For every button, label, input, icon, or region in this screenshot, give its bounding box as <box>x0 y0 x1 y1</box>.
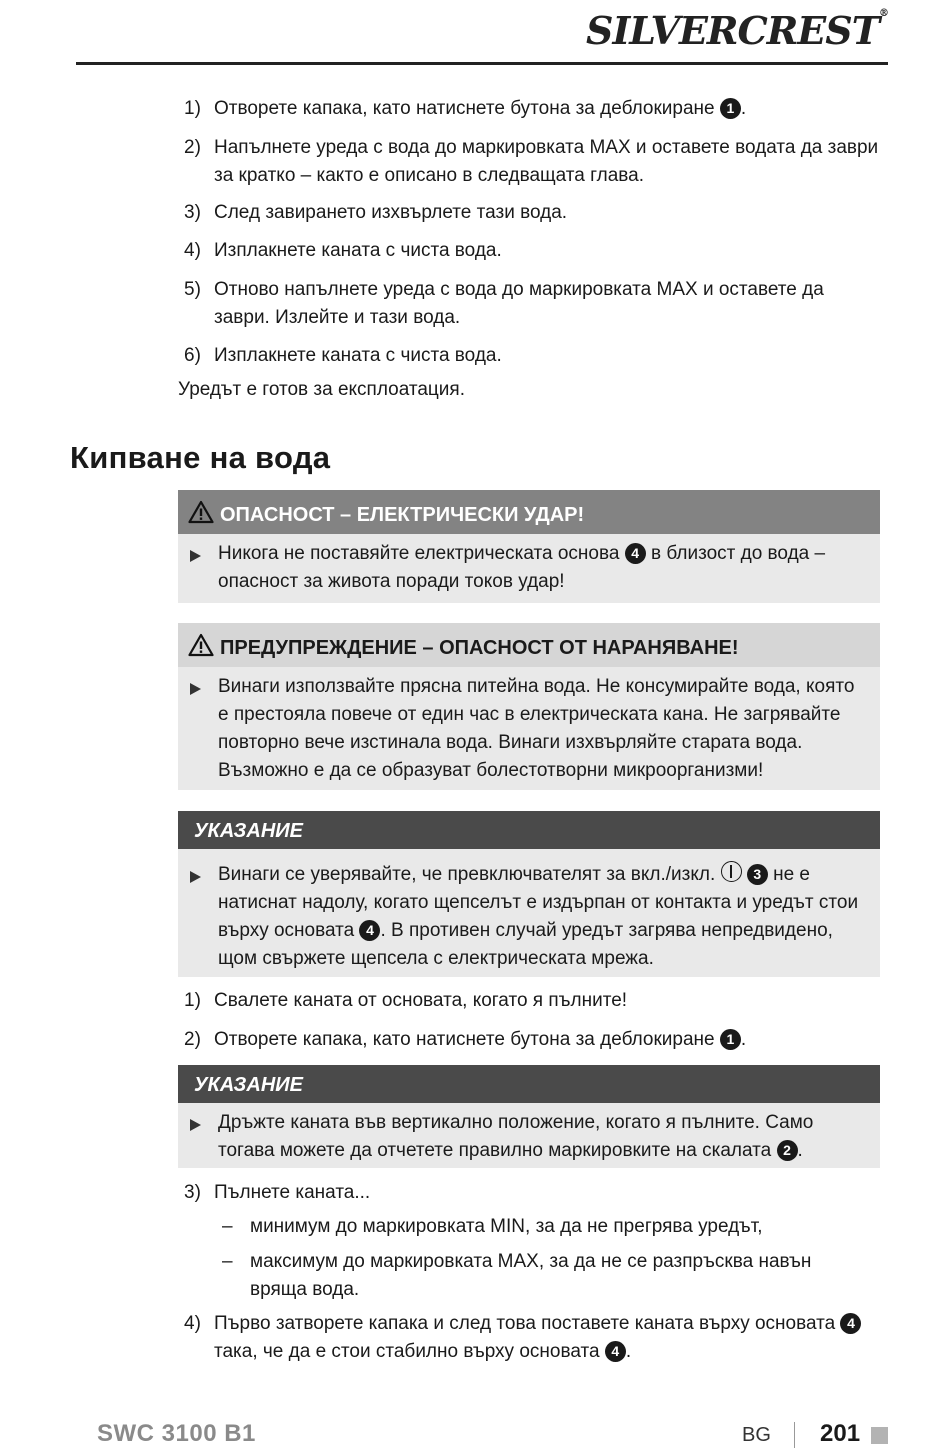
fill-step-2: 2) Отворете капака, като натиснете бутона за деблокиране 1 . <box>184 1029 747 1050</box>
intro-step-5: 5) Отново напълнете уреда с вода до маркировката MAX и оставете да заври. Излейте и тази вода. <box>184 279 824 328</box>
brand-logo: SILVERCREST® <box>586 8 888 53</box>
number-badge-icon: 4 <box>605 1341 626 1362</box>
footer-language: BG <box>742 1424 771 1446</box>
footer-square-icon <box>871 1427 888 1444</box>
note-bullet-2: Дръжте каната във вертикално положение, когато я пълните. Само тогава можете да отчетете правилно маркировките на скалата 2 . <box>178 1103 880 1171</box>
intro-step-2: 2) Напълнете уреда с вода до маркировката MAX и оставете водата да заври за кратко – както е описано в следващата глава. <box>184 137 879 186</box>
power-switch-icon <box>721 861 742 882</box>
number-badge-icon: 4 <box>625 543 646 564</box>
note-header-2: УКАЗАНИЕ <box>178 1065 880 1103</box>
ready-text: Уредът е готов за експлоатация. <box>178 379 465 400</box>
dash-item-1: – минимум до маркировката MIN, за да не прегрява уредът, <box>222 1216 763 1237</box>
intro-step-3: 3) След завирането изхвърлете тази вода. <box>184 202 568 223</box>
danger-header: ОПАСНОСТ – ЕЛЕКТРИЧЕСКИ УДАР! <box>178 490 880 534</box>
number-badge-icon: 4 <box>359 920 380 941</box>
warning-header: ПРЕДУПРЕЖДЕНИЕ – ОПАСНОСТ ОТ НАРАНЯВАНЕ! <box>178 623 880 667</box>
danger-bullet: Никога не поставяйте електрическата основа 4 в близост до вода – опасност за живота поради токов удар! <box>178 534 880 602</box>
danger-box <box>178 490 880 603</box>
warning-triangle-icon <box>188 633 214 657</box>
note-box-1 <box>178 811 880 977</box>
section-title: Кипване на вода <box>70 440 331 475</box>
header-rule <box>76 62 888 65</box>
dash-item-2: – максимум до маркировката MAX, за да не се разпръсква навън вряща вода. <box>222 1251 812 1300</box>
warning-bullet: Винаги използвайте прясна питейна вода. Не консумирайте вода, която е престояла повече от един час в електрическата кана. Не загрявайте повторно вече изстинала вода. Винаги изхвърляйте старата вода. Възможно е да се образуват болестотворни микроорганизми! <box>178 667 880 791</box>
warning-box <box>178 623 880 790</box>
number-badge-icon: 1 <box>720 1029 741 1050</box>
fill-step-4: 4) Първо затворете капака и след това поставете каната върху основата 4 така, че да е стои стабилно върху основата 4 . <box>184 1310 884 1366</box>
bullet-arrow-icon <box>190 871 201 883</box>
intro-step-4: 4) Изплакнете каната с чиста вода. <box>184 240 502 261</box>
note-header-1: УКАЗАНИЕ <box>178 811 880 849</box>
bullet-arrow-icon <box>190 550 201 562</box>
bullet-arrow-icon <box>190 683 201 695</box>
footer-model: SWC 3100 B1 <box>97 1420 256 1447</box>
note-box-2 <box>178 1065 880 1168</box>
number-badge-icon: 2 <box>777 1140 798 1161</box>
footer-separator <box>794 1422 795 1448</box>
number-badge-icon: 1 <box>720 98 741 119</box>
fill-step-1: 1) Свалете каната от основата, когато я пълните! <box>184 990 628 1011</box>
number-badge-icon: 4 <box>840 1313 861 1334</box>
intro-step-6: 6) Изплакнете каната с чиста вода. <box>184 345 502 366</box>
warning-triangle-icon <box>188 500 214 524</box>
bullet-arrow-icon <box>190 1119 201 1131</box>
fill-step-3: 3) Пълнете каната... <box>184 1182 371 1203</box>
number-badge-icon: 3 <box>747 864 768 885</box>
intro-step-1: 1) Отворете капака, като натиснете бутона за деблокиране 1 . <box>184 98 747 119</box>
page-number: 201 <box>820 1420 861 1447</box>
note-bullet-1: Винаги се уверявайте, че превключвателят за вкл./изкл. 3 не е натиснат надолу, когато щепселът е издърпан от контакта и уредът стои върху основата 4 . В противен случай уредът загрява непредвидено, щом свържете щепсела с електрическата мрежа. <box>178 849 880 979</box>
